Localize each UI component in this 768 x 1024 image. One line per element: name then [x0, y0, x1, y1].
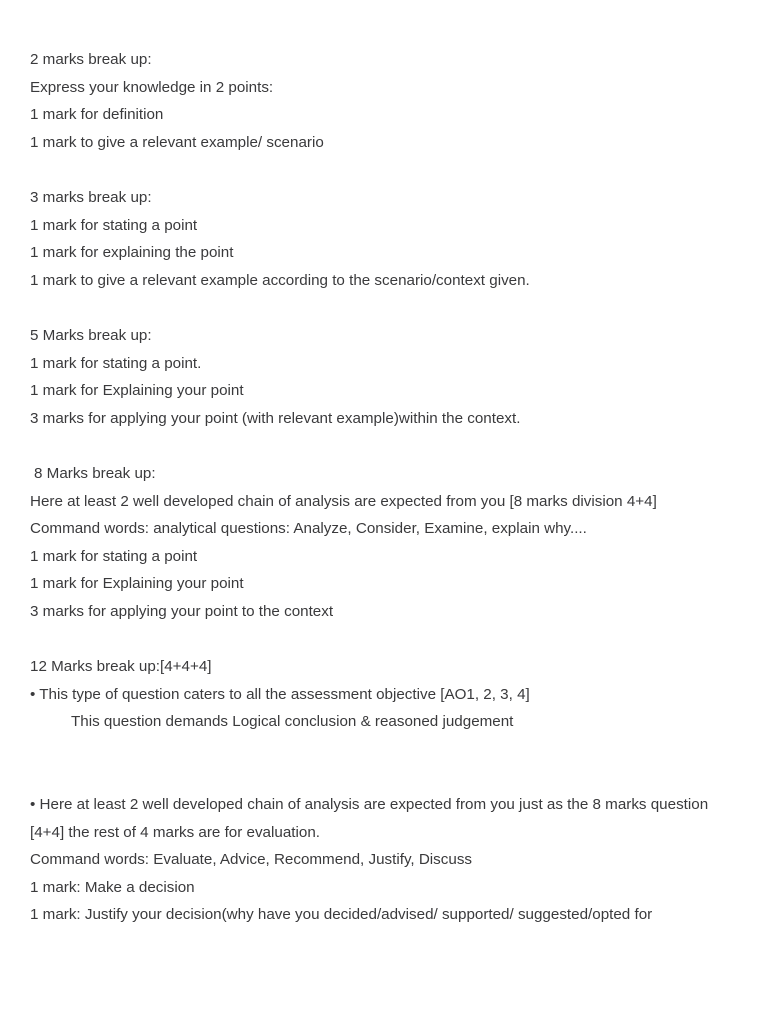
section-12-marks: [30, 653, 742, 929]
text-line: 1 mark: Make a decision: [30, 878, 195, 896]
section-heading: 2 marks break up:: [30, 51, 152, 68]
text-line: 1 mark to give a relevant example according to the scenario/context given.: [30, 271, 530, 289]
text-line: 3 marks for applying your point to the context: [30, 602, 334, 620]
section-8-marks: [30, 460, 742, 626]
text-line: 1 mark for stating a point: [30, 547, 198, 565]
section-2-marks: [30, 46, 742, 156]
bullet-item: • This type of question caters to all the assessment objective [AO1, 2, 3, 4]: [30, 685, 530, 703]
intro-paragraph: Here at least 2 well developed chain of analysis are expected from you [8 marks division 4+4]: [30, 492, 657, 510]
section-heading: 12 Marks break up:[4+4+4]: [30, 658, 212, 676]
spacer: [30, 294, 742, 322]
spacer: [30, 736, 742, 791]
indented-note: This question demands Logical conclusion & reasoned judgement: [71, 713, 514, 731]
text-line: 1 mark for Explaining your point: [30, 575, 244, 593]
text-line: 1 mark to give a relevant example/ scenario: [30, 133, 324, 151]
section-heading: 5 Marks break up:: [30, 326, 152, 344]
text-line: 1 mark for explaining the point: [30, 244, 234, 262]
text-line: 1 mark for stating a point: [30, 216, 198, 234]
bullet-item: • Here at least 2 well developed chain of analysis are expected from you just as the 8 marks question [4+4] the rest of 4 marks are for evaluation.: [30, 796, 709, 841]
text-line: 1 mark for Explaining your point: [30, 382, 244, 400]
spacer: [30, 156, 742, 184]
text-line: 1 mark: Justify your decision(why have you decided/advised/ supported/ suggested/opted for: [30, 906, 653, 924]
section-heading: 3 marks break up:: [30, 188, 152, 206]
spacer: [30, 625, 742, 653]
text-line: 1 mark for stating a point.: [30, 354, 202, 372]
command-words-line: Command words: analytical questions: Analyze, Consider, Examine, explain why....: [30, 520, 587, 538]
section-5-marks: [30, 322, 742, 432]
marking-guide-document: [30, 46, 742, 929]
text-line: 1 mark for definition: [30, 106, 164, 124]
text-line: 3 marks for applying your point (with relevant example)within the context.: [30, 409, 521, 427]
section-3-marks: [30, 184, 742, 294]
section-heading: 8 Marks break up:: [34, 464, 156, 482]
spacer: [30, 432, 742, 460]
command-words-line: Command words: Evaluate, Advice, Recommend, Justify, Discuss: [30, 851, 473, 869]
text-line: Express your knowledge in 2 points:: [30, 78, 274, 96]
